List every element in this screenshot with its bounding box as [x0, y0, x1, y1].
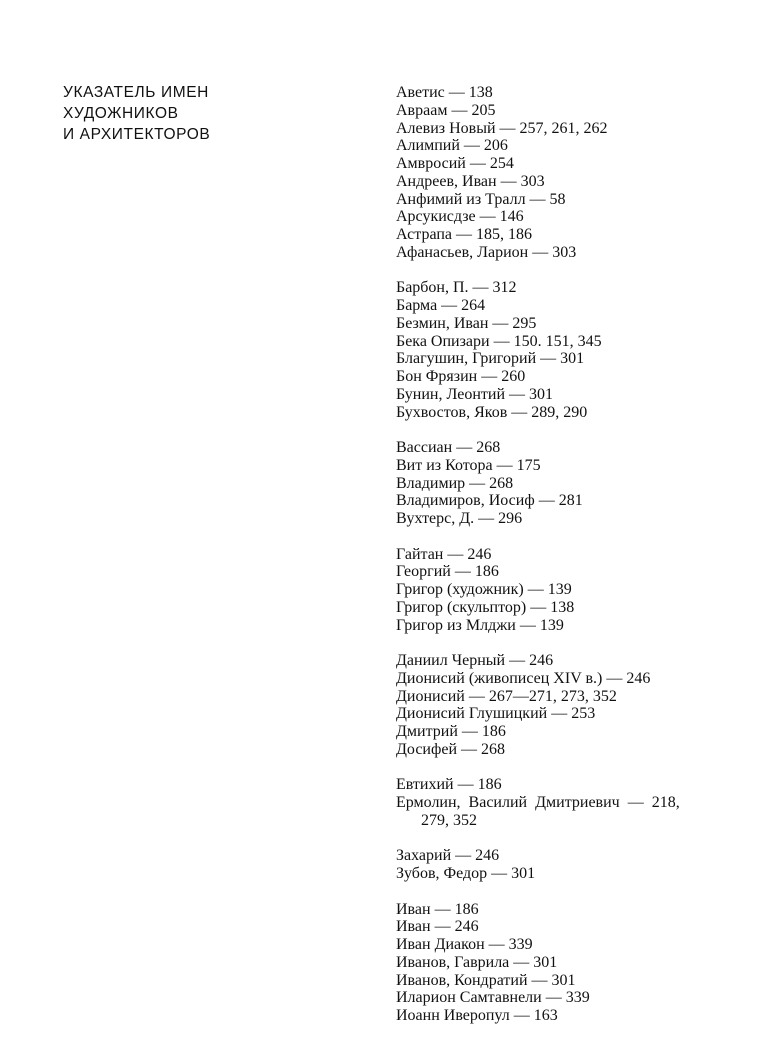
index-entry: Евтихий — 186: [396, 776, 502, 794]
index-group-e: [396, 776, 766, 829]
heading-line-3: И АРХИТЕКТОРОВ: [63, 126, 211, 143]
index-entry-continuation: 279, 352: [421, 811, 477, 829]
index-entry: Бухвостов, Яков — 289, 290: [396, 403, 588, 421]
index-entry: Алевиз Новый — 257, 261, 262: [396, 119, 608, 137]
index-entry: Андреев, Иван — 303: [396, 172, 545, 190]
index-group-b: [396, 279, 766, 421]
index-entry: Иларион Самтавнели — 339: [396, 989, 590, 1007]
index-entry: Анфимий из Тралл — 58: [396, 190, 566, 208]
name-index-list: [396, 84, 766, 1043]
index-entry: Досифей — 268: [396, 740, 506, 758]
index-entry: Гайтан — 246: [396, 545, 492, 563]
index-entry: Иван Диакон — 339: [396, 936, 533, 953]
index-entry: Иванов, Кондратий — 301: [396, 971, 576, 989]
index-entry: Иоанн Иверопул — 163: [396, 1007, 558, 1024]
index-group-g: [396, 546, 766, 635]
heading-line-1: УКАЗАТЕЛЬ ИМЕН: [63, 84, 209, 101]
index-entry: Дионисий (живописец XIV в.) — 246: [396, 669, 651, 687]
index-entry: Афанасьев, Ларион — 303: [396, 243, 577, 261]
index-entry: Вассиан — 268: [396, 439, 501, 456]
index-entry: Бон Фрязин — 260: [396, 368, 526, 385]
index-entry: Дионисий — 267—271, 273, 352: [396, 687, 617, 705]
index-entry: Бунин, Леонтий — 301: [396, 385, 553, 403]
index-entry: Владимиров, Иосиф — 281: [396, 492, 583, 510]
index-entry: Григор из Млджи — 139: [396, 616, 564, 634]
index-entry: Дмитрий — 186: [396, 723, 506, 740]
index-entry: Астрапа — 185, 186: [396, 226, 532, 243]
index-entry: Барбон, П. — 312: [396, 279, 517, 297]
index-entry: Авраам — 205: [396, 101, 496, 119]
index-entry: Владимир — 268: [396, 474, 514, 492]
index-entry: Бека Опизари — 150. 151, 345: [396, 332, 602, 350]
index-group-z: [396, 847, 766, 883]
index-entry: Барма — 264: [396, 297, 486, 314]
index-entry: Даниил Черный — 246: [396, 652, 554, 669]
index-heading: [63, 82, 323, 145]
index-entry: Аветис — 138: [396, 84, 493, 101]
index-entry: Ермолин, Василий Дмитриевич — 218,: [396, 794, 680, 811]
index-entry: Георгий — 186: [396, 563, 499, 581]
index-entry: Алимпий — 206: [396, 137, 508, 155]
index-entry: Иван — 246: [396, 918, 479, 936]
index-entry: Благушин, Григорий — 301: [396, 350, 585, 368]
index-entry: Арсукисдзе — 146: [396, 208, 524, 226]
index-entry: Амвросий — 254: [396, 155, 514, 172]
index-entry: Вухтерс, Д. — 296: [396, 510, 523, 527]
index-entry: Зубов, Федор — 301: [396, 865, 536, 882]
index-entry: Захарий — 246: [396, 847, 500, 865]
index-entry: Вит из Котора — 175: [396, 456, 541, 474]
index-group-d: [396, 652, 766, 759]
index-entry: Григор (скульптор) — 138: [396, 598, 575, 616]
index-entry: Иван — 186: [396, 900, 479, 918]
index-entry: Григор (художник) — 139: [396, 581, 572, 598]
index-group-i: [396, 901, 766, 1025]
index-group-v: [396, 439, 766, 528]
index-group-a: [396, 84, 766, 262]
index-entry: Безмин, Иван — 295: [396, 314, 537, 332]
heading-line-2: ХУДОЖНИКОВ: [63, 105, 179, 122]
index-entry: Дионисий Глушицкий — 253: [396, 705, 596, 723]
index-entry: Иванов, Гаврила — 301: [396, 953, 558, 971]
